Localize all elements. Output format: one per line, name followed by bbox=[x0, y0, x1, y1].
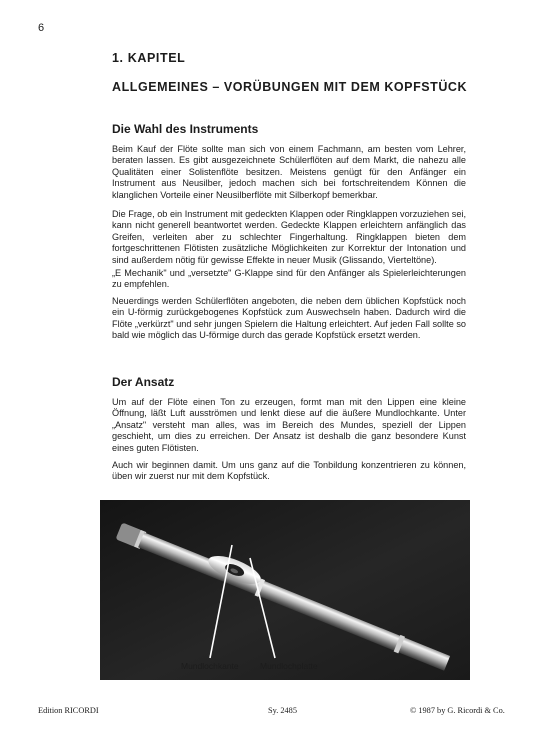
paragraph: Beim Kauf der Flöte sollte man sich von einem Fachmann, am besten vom Lehrer, beraten lassen. Es gibt ausgezeichnete Schülerflöten auf dem Markt, die nahezu alle Qualitäten einer Solistenflöte besitzen. Meistens genügt für den Anfänger ein Instrument aus Neusilber, jedoch machen sich bei fortschreitendem Können die klanglichen Vorteile einer Neusilberflöte mit Silberkopf bemerkbar. bbox=[112, 144, 466, 200]
section-heading-ansatz: Der Ansatz bbox=[112, 375, 175, 389]
figure-label-mundlochkante: Mundlochkante bbox=[181, 661, 239, 671]
paragraph: „E Mechanik" und „versetzte" G-Klappe sind für den Anfänger als Spielerleichterungen zu empfehlen. bbox=[112, 268, 466, 290]
chapter-title: ALLGEMEINES – VORÜBUNGEN MIT DEM KOPFSTÜCK bbox=[112, 80, 468, 94]
paragraph: Auch wir beginnen damit. Um uns ganz auf die Tonbildung konzentrieren zu können, üben wir zuerst nur mit dem Kopfstück. bbox=[112, 460, 466, 482]
footer-publisher: Edition RICORDI bbox=[38, 706, 99, 715]
paragraph: Die Frage, ob ein Instrument mit gedeckten Klappen oder Ringklappen vorzuziehen sei, kann nicht generell beantwortet werden. Gedeckte Klappen erleichtern anfänglich das Greifen, verleiten aber zu schlechter Fingerhaltung. Ringklappen bieten dem fortgeschrittenen Flötisten zusätzliche Möglichkeiten zur Korrektur der Intonation und sind außerdem nötig für gewisse Effekte in neuer Musik (Glissando, Vierteltöne). bbox=[112, 209, 466, 265]
paragraph: Neuerdings werden Schülerflöten angeboten, die neben dem üblichen Kopfstück noch ein U-förmig zurückgebogenes Kopfstück zum Auswechseln haben. Dadurch wird die Flöte „verkürzt" und sehr jungen Spielern die Haltung erleichtert. Auf jeden Fall sollte so bald wie möglich das U-förmige durch das gerade Kopfstück ersetzt werden. bbox=[112, 296, 466, 341]
footer-catalog-number: Sy. 2485 bbox=[268, 706, 297, 715]
footer-copyright: © 1987 by G. Ricordi & Co. bbox=[410, 706, 505, 715]
page-number: 6 bbox=[38, 22, 45, 34]
figure-label-mundlochplatte: Mundlochplatte bbox=[260, 661, 318, 671]
flute-headjoint-photo bbox=[100, 500, 470, 680]
chapter-label: 1. KAPITEL bbox=[112, 51, 186, 65]
paragraph: Um auf der Flöte einen Ton zu erzeugen, formt man mit den Lippen eine kleine Öffnung, läßt Luft ausströmen und lenkt diese auf die äußere Mundlochkante. Unter „Ansatz" versteht man alles, was im Bereich des Mundes, speziell der Lippen geschieht, um dies zu erreichen. Der Ansatz ist deshalb die ganz besondere Kunst eines guten Flötisten. bbox=[112, 397, 466, 453]
flute-headjoint-figure bbox=[100, 500, 470, 680]
section-heading-instrument: Die Wahl des Instruments bbox=[112, 122, 259, 136]
